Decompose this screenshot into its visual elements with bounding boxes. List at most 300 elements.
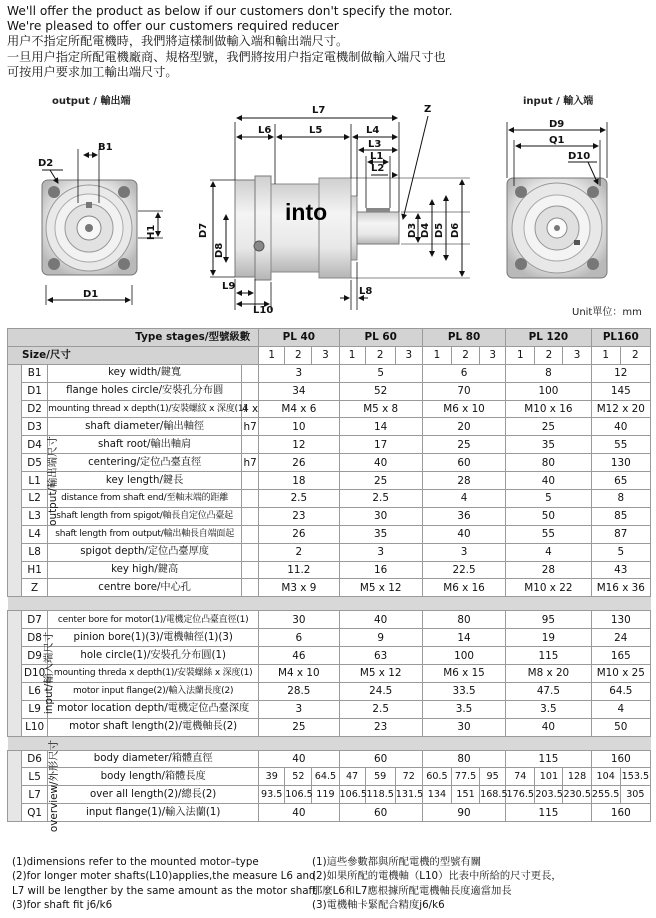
label-L2: L2 <box>371 163 385 174</box>
row-description: shaft length from spigot/軸長自定位凸臺起 <box>48 507 242 525</box>
value-cell: M10 x 16 <box>506 400 591 418</box>
row-description: distance from shaft end/至軸末端的距離 <box>48 490 242 508</box>
row-code: L10 <box>22 718 48 736</box>
row-description: key width/鍵寬 <box>48 364 242 382</box>
value-cell: 64.5 <box>312 768 339 786</box>
label-D10: D10 <box>568 151 591 162</box>
value-cell: 72 <box>395 768 422 786</box>
value-cell: M3 x 9 <box>259 579 339 597</box>
stage-label: 3 <box>563 346 591 364</box>
value-cell: 115 <box>506 647 591 665</box>
row-tolerance <box>242 436 259 454</box>
value-cell: 30 <box>422 718 505 736</box>
value-cell: 134 <box>422 786 451 804</box>
value-cell: 5 <box>339 364 422 382</box>
value-cell: 160 <box>591 804 650 822</box>
label-D4: D4 <box>420 222 431 238</box>
row-code: Z <box>22 579 48 597</box>
value-cell: 25 <box>339 472 422 490</box>
value-cell: 65 <box>591 472 650 490</box>
value-cell: 40 <box>506 718 591 736</box>
value-cell: 22.5 <box>422 561 505 579</box>
label-D1: D1 <box>83 289 99 300</box>
notes-chinese <box>312 855 562 913</box>
label-L5: L5 <box>309 125 323 136</box>
row-description: hole circle(1)/安裝孔分布圓(1) <box>48 647 259 665</box>
row-code: L2 <box>22 490 48 508</box>
value-cell: 6 <box>422 364 505 382</box>
value-cell: 115 <box>506 804 591 822</box>
intro-line-1: We'll offer the product as below if our customers don't specify the motor. <box>7 4 453 18</box>
row-code: D9 <box>22 647 48 665</box>
row-description: body diameter/箱體直徑 <box>48 750 259 768</box>
row-tolerance <box>242 507 259 525</box>
model-pl60: PL 60 <box>339 329 422 347</box>
row-description: motor shaft length(2)/電機軸長(2) <box>48 718 259 736</box>
stage-label: 2 <box>451 346 479 364</box>
value-cell: 39 <box>259 768 285 786</box>
table-row <box>8 507 651 525</box>
row-tolerance <box>242 382 259 400</box>
stage-label: 3 <box>480 346 506 364</box>
value-cell: 130 <box>591 611 650 629</box>
header-row-stages <box>8 346 651 364</box>
value-cell: M6 x 16 <box>422 579 505 597</box>
label-D2: D2 <box>38 158 54 169</box>
value-cell: 40 <box>422 525 505 543</box>
value-cell: M16 x 36 <box>591 579 650 597</box>
value-cell: 60 <box>422 454 505 472</box>
value-cell: 47.5 <box>506 682 591 700</box>
table-row <box>8 472 651 490</box>
value-cell: 4 <box>422 490 505 508</box>
drawing-svg <box>0 88 656 320</box>
table-row <box>8 418 651 436</box>
row-code: D8 <box>22 629 48 647</box>
intro-line-2: We're pleased to offer our customers required reducer <box>7 19 339 34</box>
row-tolerance <box>242 525 259 543</box>
row-description: key length/鍵長 <box>48 472 242 490</box>
value-cell: 60 <box>339 750 422 768</box>
table-row <box>8 400 651 418</box>
model-pl120: PL 120 <box>506 329 591 347</box>
table-row <box>8 543 651 561</box>
row-tolerance: 4 x <box>242 400 259 418</box>
label-L9: L9 <box>222 281 236 292</box>
value-cell: 40 <box>339 454 422 472</box>
stage-label: 1 <box>339 346 365 364</box>
row-code: L6 <box>22 682 48 700</box>
intro-line-3: 用户不指定所配電機時，我們將這樣制做輸入端和輸出端尺寸。 <box>7 34 349 49</box>
stage-label: 3 <box>312 346 339 364</box>
value-cell: 11.2 <box>259 561 339 579</box>
value-cell: 106.5 <box>285 786 312 804</box>
group-output-label: output/輸出端尺寸 <box>46 435 59 526</box>
value-cell: 80 <box>422 750 505 768</box>
value-cell: 131.5 <box>395 786 422 804</box>
value-cell: 14 <box>339 418 422 436</box>
value-cell: 55 <box>591 436 650 454</box>
row-tolerance <box>242 543 259 561</box>
value-cell: 115 <box>506 750 591 768</box>
row-tolerance <box>242 364 259 382</box>
value-cell: 176.5 <box>506 786 535 804</box>
value-cell: M12 x 20 <box>591 400 650 418</box>
technical-drawing <box>0 88 656 320</box>
stage-label: 1 <box>591 346 620 364</box>
label-L1: L1 <box>370 151 384 162</box>
table-row <box>8 665 651 683</box>
value-cell: 14 <box>422 629 505 647</box>
value-cell: 63 <box>339 647 422 665</box>
row-code: D2 <box>22 400 48 418</box>
row-code: D6 <box>22 750 48 768</box>
value-cell: M10 x 22 <box>506 579 591 597</box>
value-cell: 3 <box>259 700 339 718</box>
notes-english <box>12 855 316 913</box>
section-separator <box>8 597 651 611</box>
value-cell: 40 <box>339 611 422 629</box>
label-Q1: Q1 <box>549 135 565 146</box>
row-description: input flange(1)/輸入法蘭(1) <box>48 804 259 822</box>
row-code: L4 <box>22 525 48 543</box>
type-stages-header: Type stages/型號級數 <box>8 329 259 347</box>
separator-cell <box>8 736 651 750</box>
value-cell: 4 <box>591 700 650 718</box>
label-D7: D7 <box>198 222 209 238</box>
row-code: Q1 <box>22 804 48 822</box>
row-code: L9 <box>22 700 48 718</box>
row-code: L1 <box>22 472 48 490</box>
section-separator <box>8 736 651 750</box>
row-description: motor location depth/電機定位凸臺深度 <box>48 700 259 718</box>
value-cell: 19 <box>506 629 591 647</box>
value-cell: 2.5 <box>339 700 422 718</box>
intro-text <box>7 4 652 80</box>
row-description: spigot depth/定位凸臺厚度 <box>48 543 242 561</box>
group-overview-label: overview/外形尺寸 <box>48 739 61 832</box>
row-tolerance <box>242 490 259 508</box>
label-B1: B1 <box>98 142 113 153</box>
value-cell: 165 <box>591 647 650 665</box>
value-cell: 130 <box>591 454 650 472</box>
value-cell: 104 <box>591 768 620 786</box>
stage-label: 2 <box>620 346 650 364</box>
table-row <box>8 382 651 400</box>
row-code: H1 <box>22 561 48 579</box>
value-cell: 100 <box>422 647 505 665</box>
value-cell: 9 <box>339 629 422 647</box>
input-view <box>507 119 607 278</box>
value-cell: 168.5 <box>480 786 506 804</box>
value-cell: 101 <box>535 768 563 786</box>
row-code: L3 <box>22 507 48 525</box>
note-zh-1: (1)這些參數都與所配電機的型號有關 <box>312 856 482 868</box>
row-tolerance: h7 <box>242 454 259 472</box>
value-cell: 3.5 <box>422 700 505 718</box>
unit-label: Unit單位：mm <box>572 307 642 318</box>
table-row <box>8 647 651 665</box>
stage-label: 2 <box>535 346 563 364</box>
table-row <box>8 436 651 454</box>
stage-label: 2 <box>285 346 312 364</box>
input-title: input / 輸入端 <box>523 96 594 107</box>
value-cell: 25 <box>506 418 591 436</box>
stage-label: 1 <box>506 346 535 364</box>
value-cell: 52 <box>339 382 422 400</box>
model-pl40: PL 40 <box>259 329 339 347</box>
value-cell: 119 <box>312 786 339 804</box>
row-description: body length/箱體長度 <box>48 768 259 786</box>
table-row <box>8 561 651 579</box>
value-cell: 35 <box>339 525 422 543</box>
size-header: Size/尺寸 <box>8 346 259 364</box>
table-row <box>8 768 651 786</box>
value-cell: 23 <box>339 718 422 736</box>
value-cell: M8 x 20 <box>506 665 591 683</box>
value-cell: 106.5 <box>339 786 365 804</box>
row-code: D1 <box>22 382 48 400</box>
note-en-1: (1)dimensions refer to the mounted motor–type <box>12 856 259 868</box>
row-code: D5 <box>22 454 48 472</box>
value-cell: M4 x 10 <box>259 665 339 683</box>
intro-line-4: 一旦用户指定所配電機廠商、規格型號，我們將按用户指定電機制做輸入端尺寸也 <box>7 49 446 64</box>
row-tolerance: h7 <box>242 418 259 436</box>
note-en-4: (3)for shaft fit j6/k6 <box>12 899 113 912</box>
value-cell: 34 <box>259 382 339 400</box>
value-cell: 87 <box>591 525 650 543</box>
table-row <box>8 454 651 472</box>
value-cell: 52 <box>285 768 312 786</box>
value-cell: 40 <box>259 750 339 768</box>
value-cell: 46 <box>259 647 339 665</box>
stage-label: 1 <box>422 346 451 364</box>
value-cell: 2.5 <box>259 490 339 508</box>
value-cell: 30 <box>339 507 422 525</box>
value-cell: 23 <box>259 507 339 525</box>
value-cell: 70 <box>422 382 505 400</box>
row-description: centering/定位凸臺直徑 <box>48 454 242 472</box>
row-description: key high/鍵高 <box>48 561 242 579</box>
value-cell: 17 <box>339 436 422 454</box>
table-row <box>8 629 651 647</box>
value-cell: 95 <box>506 611 591 629</box>
value-cell: 47 <box>339 768 365 786</box>
row-code: D7 <box>22 611 48 629</box>
value-cell: 59 <box>365 768 395 786</box>
value-cell: 8 <box>506 364 591 382</box>
label-L3: L3 <box>368 139 382 150</box>
table-row <box>8 579 651 597</box>
value-cell: 24 <box>591 629 650 647</box>
label-Z: Z <box>424 104 432 115</box>
value-cell: M5 x 12 <box>339 665 422 683</box>
value-cell: 118.5 <box>365 786 395 804</box>
value-cell: 230.5 <box>563 786 591 804</box>
row-description: motor input flange(2)/輸入法蘭長度(2) <box>48 682 259 700</box>
value-cell: 6 <box>259 629 339 647</box>
label-D8: D8 <box>214 242 225 258</box>
label-D9: D9 <box>549 119 565 130</box>
value-cell: 60 <box>339 804 422 822</box>
value-cell: 77.5 <box>451 768 479 786</box>
label-L4: L4 <box>366 125 380 136</box>
row-code: L8 <box>22 543 48 561</box>
value-cell: 10 <box>259 418 339 436</box>
label-H1: H1 <box>146 224 157 240</box>
note-en-3: L7 will be lengther by the same amount as the motor shaft <box>12 884 317 897</box>
value-cell: 305 <box>620 786 650 804</box>
value-cell: 128 <box>563 768 591 786</box>
value-cell: 28 <box>422 472 505 490</box>
row-description: shaft diameter/輸出軸徑 <box>48 418 242 436</box>
value-cell: 43 <box>591 561 650 579</box>
output-view <box>38 142 163 305</box>
table-row <box>8 611 651 629</box>
row-description: shaft root/輸出軸肩 <box>48 436 242 454</box>
note-zh-2: (2)如果所配的電機軸（L10）比表中所給的尺寸更長， <box>312 870 562 883</box>
row-description: centre bore/中心孔 <box>48 579 242 597</box>
value-cell: 25 <box>422 436 505 454</box>
value-cell: 151 <box>451 786 479 804</box>
value-cell: M4 x 6 <box>259 400 339 418</box>
table-row <box>8 700 651 718</box>
label-L7: L7 <box>312 105 326 116</box>
label-D5: D5 <box>434 222 445 238</box>
value-cell: 25 <box>259 718 339 736</box>
row-tolerance <box>242 579 259 597</box>
value-cell: 36 <box>422 507 505 525</box>
row-description: shaft length from output/輸出軸長自端面起 <box>48 525 242 543</box>
model-pl80: PL 80 <box>422 329 505 347</box>
value-cell: M10 x 25 <box>591 665 650 683</box>
table-row <box>8 718 651 736</box>
value-cell: 5 <box>591 543 650 561</box>
stage-label: 2 <box>365 346 395 364</box>
value-cell: 28 <box>506 561 591 579</box>
note-en-2: (2)for longer moter shafts(L10)applies,the measure L6 and <box>12 870 316 883</box>
value-cell: 12 <box>259 436 339 454</box>
value-cell: M6 x 10 <box>422 400 505 418</box>
label-L6: L6 <box>258 125 272 136</box>
output-title: output / 輸出端 <box>52 96 131 107</box>
header-row-models <box>8 329 651 347</box>
stage-label: 1 <box>259 346 285 364</box>
table-row <box>8 490 651 508</box>
row-code: L7 <box>22 786 48 804</box>
value-cell: 55 <box>506 525 591 543</box>
group-input-label: input/輸入端尺寸 <box>43 632 56 715</box>
value-cell: 203.5 <box>535 786 563 804</box>
value-cell: 40 <box>506 472 591 490</box>
value-cell: 40 <box>259 804 339 822</box>
row-description: mounting threda x depth(1)/安裝螺絲 x 深度(1) <box>48 665 259 683</box>
label-L8: L8 <box>359 286 373 297</box>
value-cell: 74 <box>506 768 535 786</box>
table-row <box>8 750 651 768</box>
value-cell: 35 <box>506 436 591 454</box>
value-cell: 40 <box>591 418 650 436</box>
value-cell: M5 x 8 <box>339 400 422 418</box>
label-D3: D3 <box>407 222 418 238</box>
value-cell: 18 <box>259 472 339 490</box>
model-pl160: PL160 <box>591 329 650 347</box>
table-row <box>8 364 651 382</box>
table-row <box>8 525 651 543</box>
value-cell: 100 <box>506 382 591 400</box>
value-cell: 145 <box>591 382 650 400</box>
value-cell: 3.5 <box>506 700 591 718</box>
value-cell: 3 <box>422 543 505 561</box>
value-cell: 33.5 <box>422 682 505 700</box>
row-tolerance <box>242 561 259 579</box>
value-cell: 50 <box>591 718 650 736</box>
value-cell: 12 <box>591 364 650 382</box>
value-cell: 8 <box>591 490 650 508</box>
row-code: L5 <box>22 768 48 786</box>
value-cell: 255.5 <box>591 786 620 804</box>
stage-label: 3 <box>395 346 422 364</box>
spec-table-body <box>8 329 651 832</box>
row-code: B1 <box>22 364 48 382</box>
value-cell: 3 <box>339 543 422 561</box>
value-cell: 16 <box>339 561 422 579</box>
value-cell: M6 x 15 <box>422 665 505 683</box>
value-cell: 2.5 <box>339 490 422 508</box>
row-description: center bore for motor(1)/電機定位凸臺直徑(1) <box>48 611 259 629</box>
separator-cell <box>8 597 651 611</box>
value-cell: 95 <box>480 768 506 786</box>
value-cell: 160 <box>591 750 650 768</box>
row-code: D4 <box>22 436 48 454</box>
row-description: flange holes circle/安裝孔分布圓 <box>48 382 242 400</box>
value-cell: 24.5 <box>339 682 422 700</box>
value-cell: 4 <box>506 543 591 561</box>
value-cell: 2 <box>259 543 339 561</box>
table-row <box>8 786 651 804</box>
value-cell: 153.5 <box>620 768 650 786</box>
value-cell: 28.5 <box>259 682 339 700</box>
note-zh-3: 那麼L6和L7應根據所配電機軸長度適當加長 <box>312 884 512 897</box>
value-cell: 80 <box>506 454 591 472</box>
value-cell: 80 <box>422 611 505 629</box>
spec-table <box>7 328 651 832</box>
row-description: over all length(2)/總長(2) <box>48 786 259 804</box>
value-cell: 60.5 <box>422 768 451 786</box>
value-cell: 30 <box>259 611 339 629</box>
label-L10: L10 <box>253 305 274 316</box>
table-row <box>8 804 651 822</box>
value-cell: 85 <box>591 507 650 525</box>
value-cell: 93.5 <box>259 786 285 804</box>
value-cell: 3 <box>259 364 339 382</box>
value-cell: 26 <box>259 454 339 472</box>
row-description: pinion bore(1)(3)/電機軸徑(1)(3) <box>48 629 259 647</box>
value-cell: 50 <box>506 507 591 525</box>
row-code: D10 <box>22 665 48 683</box>
value-cell: 64.5 <box>591 682 650 700</box>
value-cell: 5 <box>506 490 591 508</box>
row-description: mounting thread x depth(1)/安裝螺紋 x 深度(1) <box>48 400 242 418</box>
value-cell: M5 x 12 <box>339 579 422 597</box>
into-overlay: into <box>285 199 328 225</box>
value-cell: 20 <box>422 418 505 436</box>
value-cell: 90 <box>422 804 505 822</box>
side-view <box>198 104 470 316</box>
value-cell: 26 <box>259 525 339 543</box>
intro-line-5: 可按用户要求加工輸出端尺寸。 <box>7 64 178 79</box>
label-D6: D6 <box>450 222 461 238</box>
